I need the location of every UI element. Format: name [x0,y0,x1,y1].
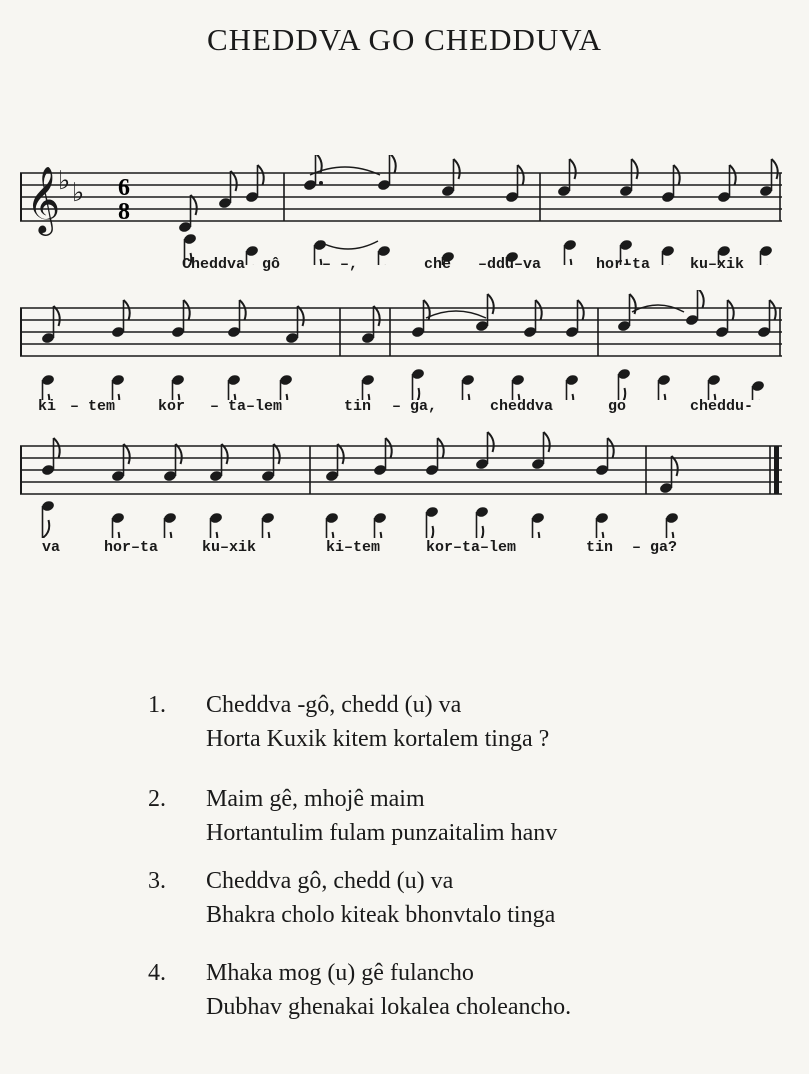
note-flag [113,532,120,538]
note-flag [632,159,638,179]
lyric-syllable: ki–tem [326,539,381,556]
lyric-syllable: gô [262,256,281,273]
note-flag [298,306,304,326]
song-title: CHEDDVA GO CHEDDUVA [206,22,603,57]
lyric-syllable: go [608,398,627,415]
note-flag [240,300,246,320]
lyric-syllable: – tem [70,398,116,415]
lyric-syllable: ku–xik [202,539,257,556]
staff-system-1 [20,155,790,265]
note-flag [274,444,280,464]
note-flag [263,532,270,538]
verse-2 [148,782,768,864]
lyric-syllable: – ga? [632,539,678,556]
verse-4 [148,956,768,1050]
verse-text [206,956,571,1024]
verse-line: Cheddva gô, chedd (u) va [206,868,454,894]
verse-line: Dubhav ghenakai lokalea choleancho. [206,994,572,1020]
flat-icon: ♭ [58,166,71,196]
music-system-1 [20,155,790,265]
note-flag [386,438,392,458]
note-flag [176,444,182,464]
note-flag [544,432,550,452]
note-flag [165,532,172,538]
note-flag [674,165,680,185]
note-flag [124,300,130,320]
verse-line: Maim gê, mhojê maim [206,786,425,812]
verse-number: 4. [148,960,166,986]
note-flag [667,532,674,538]
lyrics-line-1 [0,256,809,280]
verse-3 [148,864,768,956]
note-flag [43,520,50,538]
note-flag [390,155,396,173]
note-flag [184,300,190,320]
note-flag [488,294,494,314]
lyric-syllable: – ta–lem [210,398,283,415]
lyric-syllable: va [42,539,61,556]
time-signature-top: 6 [118,175,130,201]
lyric-syllable: hor–ta [104,539,159,556]
note-flag [730,165,736,185]
note-flag [672,456,678,476]
verse-number: 1. [148,692,166,718]
lyric-syllable: che [424,256,452,273]
lyric-syllable: – ga, [392,398,438,415]
lyric-syllable: cheddu- [690,398,754,415]
tie-arc [426,311,486,318]
note-flag [427,526,434,538]
note-flag [54,306,60,326]
music-system-3 [20,428,790,538]
verses-list [148,688,768,1050]
lyrics-line-3 [0,539,809,563]
lyric-syllable: kor–ta–lem [426,539,517,556]
note-flag [222,444,228,464]
note-flag [231,171,237,191]
lyric-syllable: –ddu–va [478,256,542,273]
verse-number: 3. [148,868,166,894]
note-flag [438,438,444,458]
treble-clef-icon: 𝄞 [26,165,61,233]
verse-line: Mhaka mog (u) gê fulancho [206,960,474,986]
tie-arc [310,167,380,175]
note-dot [319,181,323,185]
verse-line: Horta Kuxik kitem kortalem tinga ? [206,726,550,752]
lyric-syllable: Cheddva [182,256,246,273]
note-flag [698,290,704,308]
note-flag [54,438,60,458]
lyric-syllable: cheddva [490,398,554,415]
note-flag [533,532,540,538]
note-flag [124,444,130,464]
lyrics-line-2 [0,398,809,422]
flat-icon: ♭ [72,178,85,208]
note-flag [772,159,778,179]
note-flag [578,300,584,320]
lyric-syllable: ku–xik [690,256,745,273]
lyric-syllable: hor–ta [596,256,651,273]
tie-arc [318,241,378,249]
note-flag [728,300,734,320]
music-system-2 [20,290,790,400]
verse-number: 2. [148,786,166,812]
time-signature-bottom: 8 [118,199,130,225]
lyric-syllable: tin [344,398,372,415]
note-flag [338,444,344,464]
verse-line: Cheddva -gô, chedd (u) va [206,692,462,718]
note-flag [374,306,380,326]
note-flag [518,165,524,185]
final-barline [774,446,779,494]
verse-text [206,688,549,756]
verse-1 [148,688,768,782]
note-flag [477,526,484,538]
note-flag [454,159,460,179]
note-flag [608,438,614,458]
note-flag [770,300,776,320]
lyric-syllable: – –, [322,256,359,273]
staff-system-3 [20,428,790,538]
note-flag [570,159,576,179]
lyric-syllable: kor [158,398,186,415]
verse-text [206,782,557,850]
note-flag [258,165,264,185]
lyric-syllable: ki [38,398,57,415]
note-flag [327,532,334,538]
note-flag [536,300,542,320]
verse-line: Hortantulim fulam punzaitalim hanv [206,820,558,846]
note-flag [191,195,197,215]
note-flag [375,532,382,538]
verse-text [206,864,555,932]
note-flag [211,532,218,538]
staff-system-2 [20,290,790,400]
verse-line: Bhakra cholo kiteak bhonvtalo tinga [206,902,556,928]
lyric-syllable: tin [586,539,614,556]
note-flag [597,532,604,538]
note-flag [488,432,494,452]
